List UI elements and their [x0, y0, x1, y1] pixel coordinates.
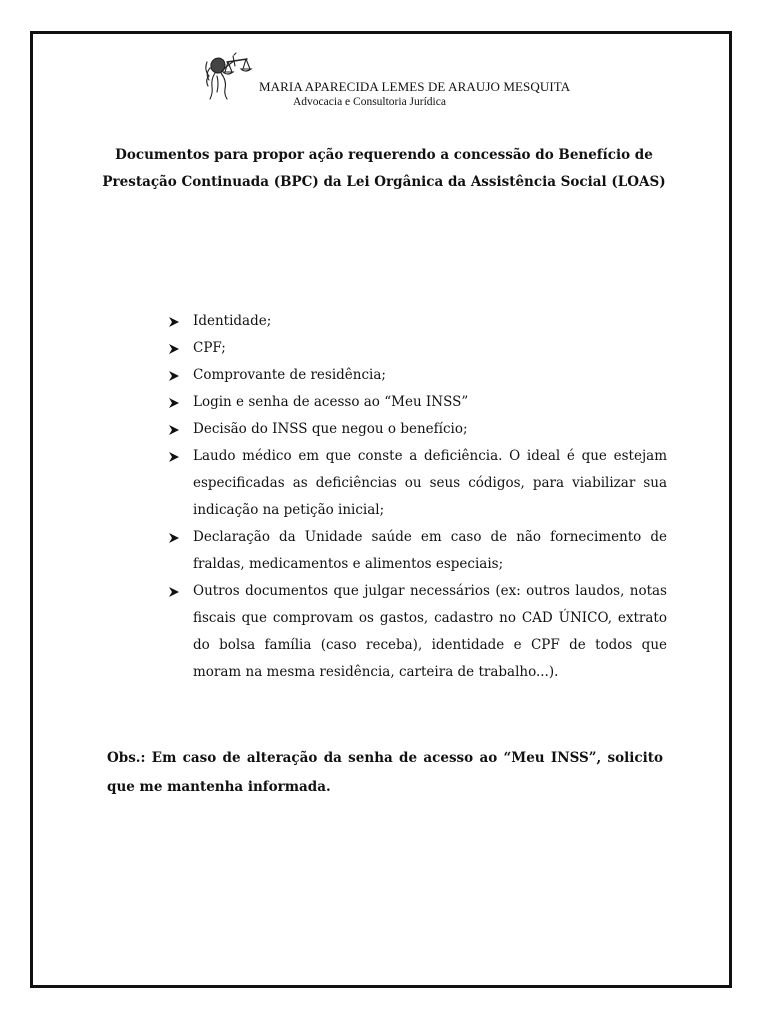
arrowhead-bullet-icon [169, 371, 179, 381]
arrowhead-bullet-icon [169, 533, 179, 543]
list-item-text: Decisão do INSS que negou o benefício; [193, 421, 468, 437]
list-item-text: Comprovante de residência; [193, 367, 386, 383]
list-item-text: Outros documentos que julgar necessários (ex: outros laudos, notas fiscais que comprovam os gastos, cadastro no CAD ÚNICO, extrato do bolsa família (caso receba), identidade e CPF de todos que moram na mesma residência, carteira de trabalho...). [193, 583, 667, 680]
list-item [161, 308, 667, 335]
page-frame [30, 31, 732, 988]
arrowhead-bullet-icon [169, 344, 179, 354]
lady-justice-scales-icon [201, 52, 263, 100]
arrowhead-bullet-icon [169, 398, 179, 408]
list-item-text: Laudo médico em que conste a deficiência. O ideal é que estejam especificadas as deficiências ou seus códigos, para viabilizar sua indicação na petição inicial; [193, 448, 667, 518]
required-documents-list [161, 308, 667, 686]
list-item-text: Login e senha de acesso ao “Meu INSS” [193, 394, 469, 410]
arrowhead-bullet-icon [169, 425, 179, 435]
letterhead [201, 52, 621, 116]
arrowhead-bullet-icon [169, 587, 179, 597]
list-item [161, 335, 667, 362]
list-item [161, 578, 667, 686]
list-item-text: Declaração da Unidade saúde em caso de não fornecimento de fraldas, medicamentos e alimentos especiais; [193, 529, 667, 572]
arrowhead-bullet-icon [169, 452, 179, 462]
firm-name: MARIA APARECIDA LEMES DE ARAUJO MESQUITA [259, 79, 571, 94]
list-item [161, 362, 667, 389]
firm-subtitle: Advocacia e Consultoria Jurídica [293, 96, 446, 108]
list-item [161, 389, 667, 416]
list-item [161, 524, 667, 578]
list-item-text: Identidade; [193, 313, 272, 329]
observation-note: Obs.: Em caso de alteração da senha de acesso ao “Meu INSS”, solicito que me mantenha informada. [107, 750, 663, 795]
list-item-text: CPF; [193, 340, 226, 356]
list-item [161, 416, 667, 443]
list-item [161, 443, 667, 524]
document-title: Documentos para propor ação requerendo a concessão do Benefício de Prestação Continuada (BPC) da Lei Orgânica da Assistência Social (LOAS) [102, 147, 666, 190]
arrowhead-bullet-icon [169, 317, 179, 327]
